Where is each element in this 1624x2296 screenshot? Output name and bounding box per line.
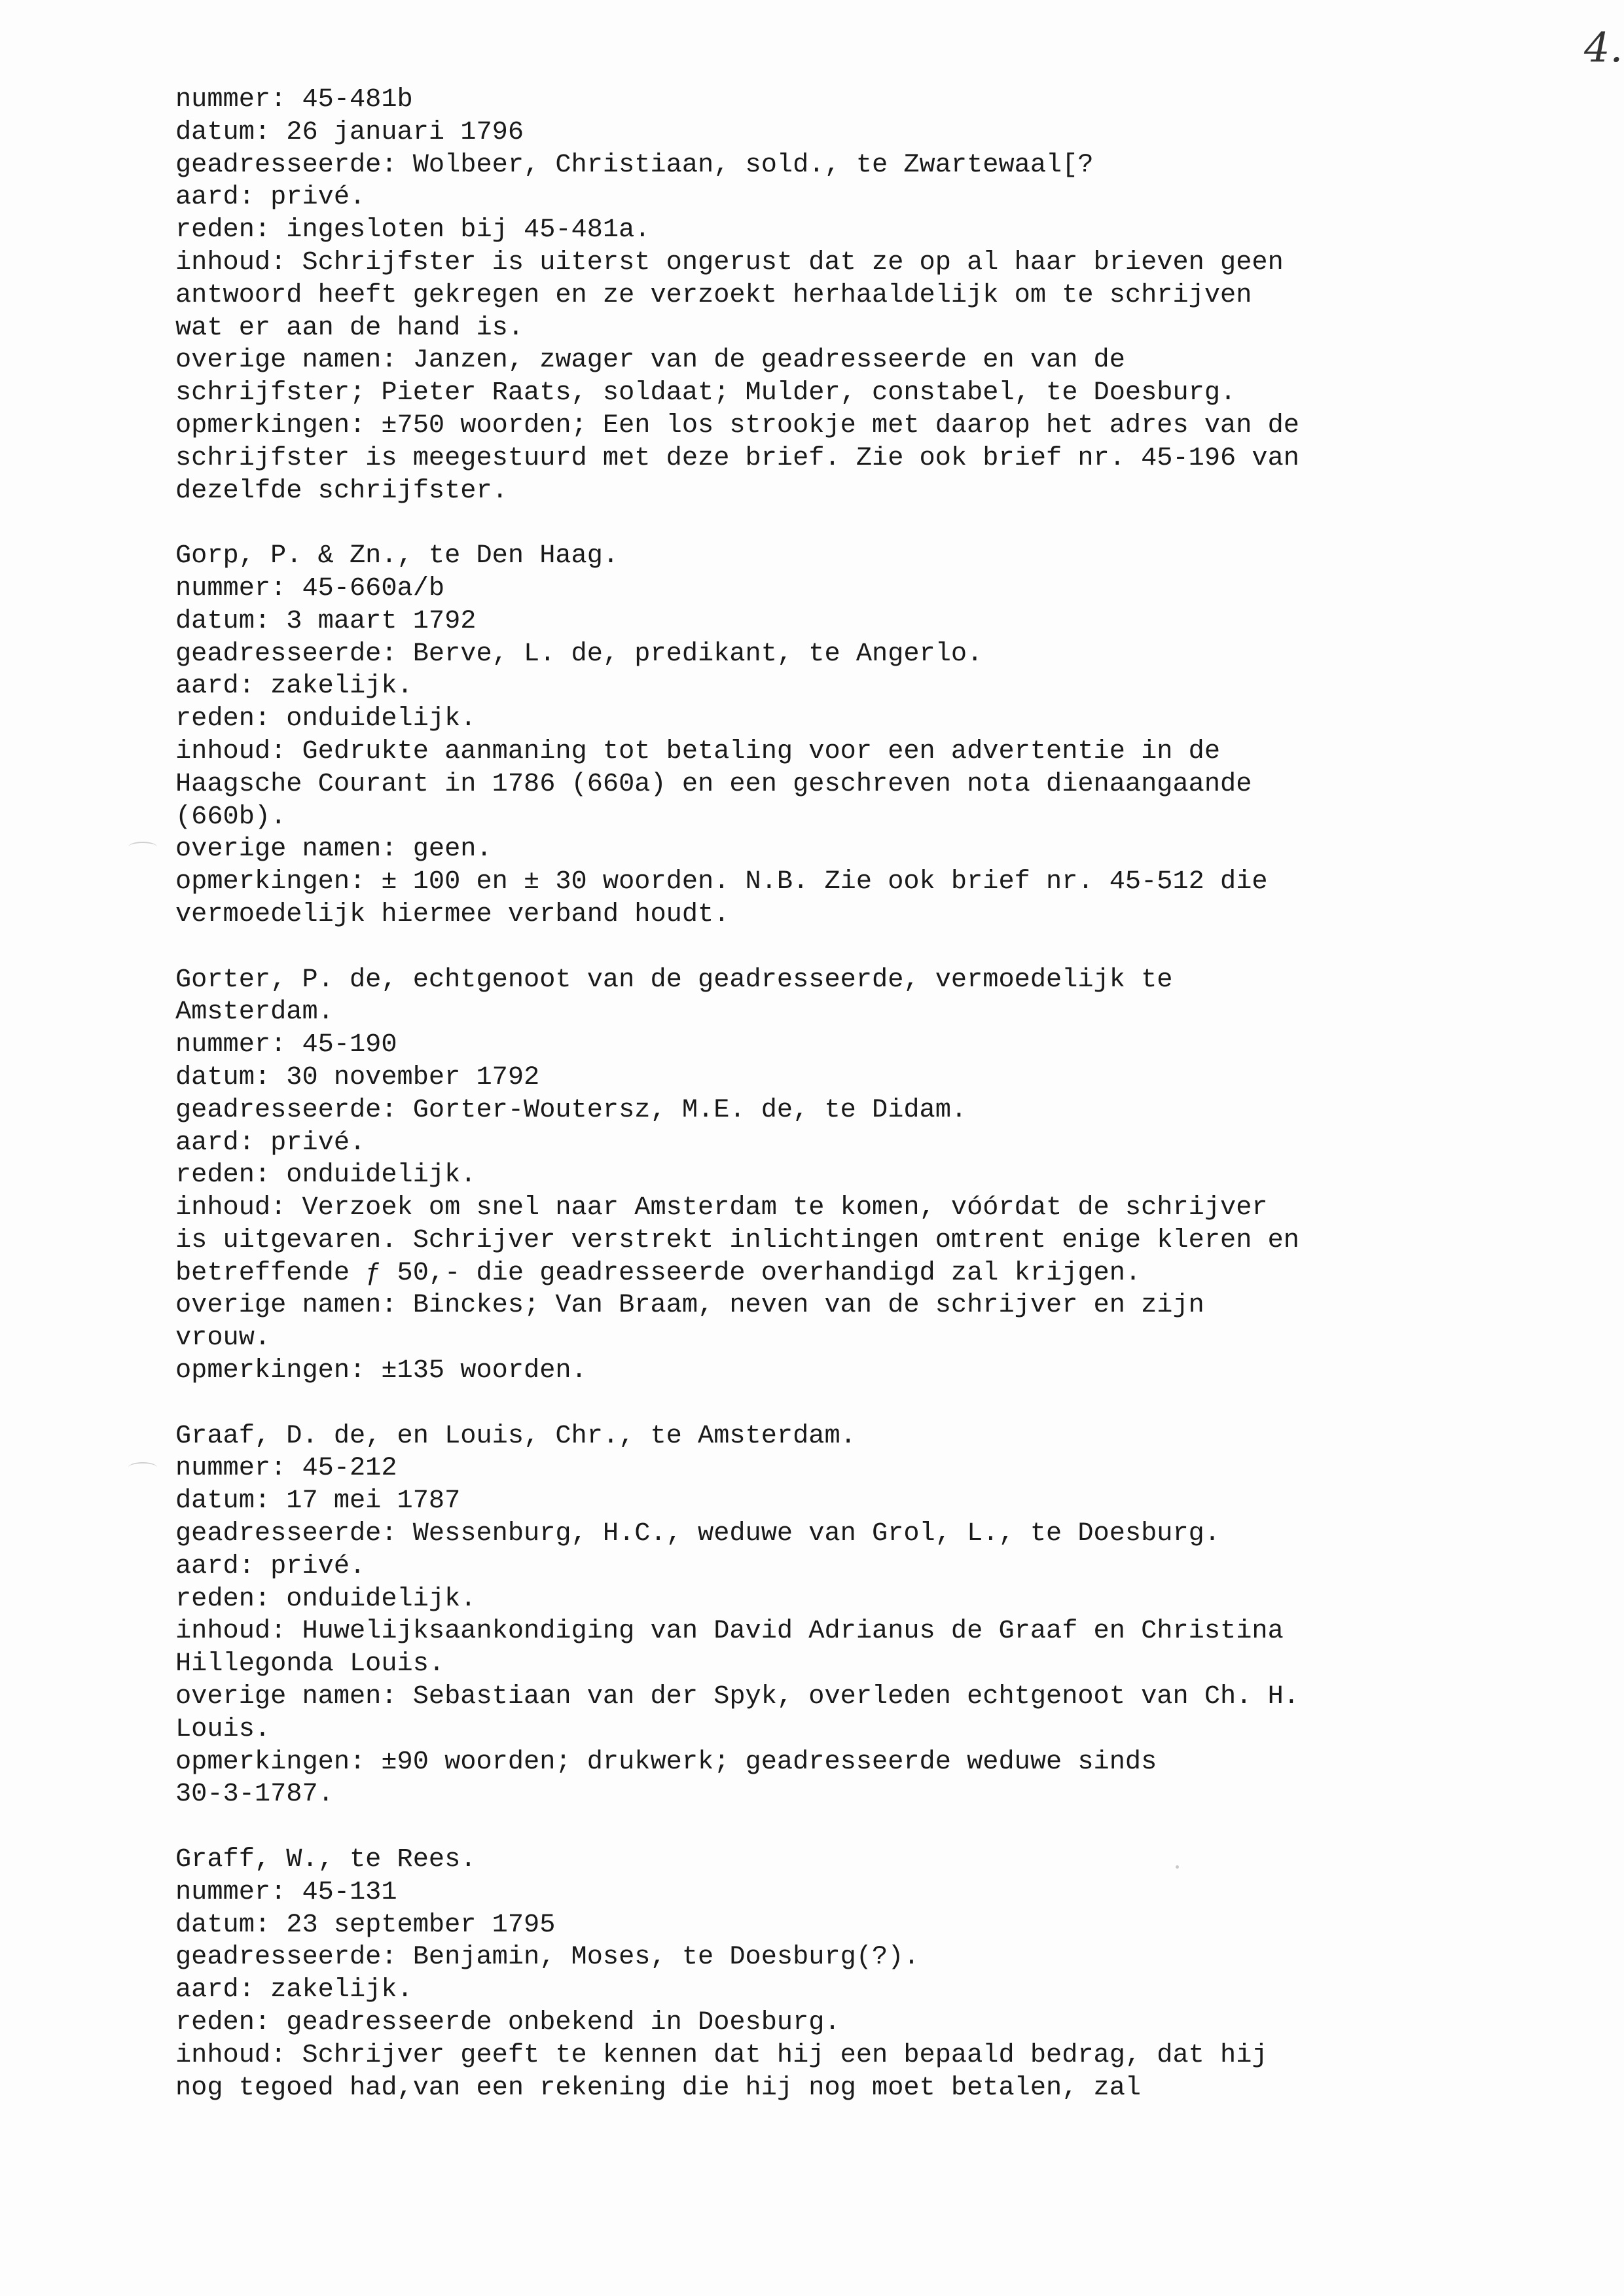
entry-line: geadresseerde: Gorter-Woutersz, M.E. de, te Didam. (175, 1094, 967, 1125)
entry-line: datum: 26 januari 1796 (175, 117, 524, 147)
entry-line: nummer: 45-660a/b (175, 573, 445, 603)
entry-line: geadresseerde: Benjamin, Moses, te Doesburg(?). (175, 1942, 920, 1973)
entry-line: betreffende ƒ 50,- die geadresseerde overhandigd zal krijgen. (175, 1257, 1142, 1288)
entry-line: opmerkingen: ±90 woorden; drukwerk; geadresseerde weduwe sinds (175, 1746, 1157, 1777)
entry-heading: Graff, W., te Rees. (175, 1844, 477, 1875)
entry-line: inhoud: Gedrukte aanmaning tot betaling voor een advertentie in de (175, 736, 1221, 766)
entry-line: datum: 30 november 1792 (175, 1062, 540, 1092)
entry-line: nummer: 45-481b (175, 84, 413, 115)
entry-line: inhoud: Schrijfster is uiterst ongerust dat ze op al haar brieven geen (175, 247, 1284, 278)
entry-line: geadresseerde: Berve, L. de, predikant, te Angerlo. (175, 638, 983, 669)
entry-line: nummer: 45-212 (175, 1453, 397, 1484)
entry-line: wat er aan de hand is. (175, 312, 524, 343)
page-number: 4. (1584, 24, 1623, 71)
entry-line: vermoedelijk hiermee verband houdt. (175, 899, 730, 929)
entry-line: overige namen: Janzen, zwager van de geadresseerde en van de (175, 345, 1125, 376)
entry-line: reden: geadresseerde onbekend in Doesburg. (175, 2007, 840, 2038)
entry-line: vrouw. (175, 1323, 271, 1354)
entry-line: datum: 17 mei 1787 (175, 1486, 461, 1516)
entry-line: overige namen: Sebastiaan van der Spyk, overleden echtgenoot van Ch. H. (175, 1681, 1299, 1712)
entry-heading: Graaf, D. de, en Louis, Chr., te Amsterdam. (175, 1420, 856, 1451)
entry-line: datum: 23 september 1795 (175, 1909, 556, 1940)
entry-line: 30-3-1787. (175, 1779, 334, 1810)
entry-line: geadresseerde: Wessenburg, H.C., weduwe van Grol, L., te Doesburg. (175, 1518, 1221, 1549)
register-entry (175, 1844, 1576, 2104)
entry-line: (660b). (175, 801, 287, 832)
entry-line: aard: zakelijk. (175, 1975, 413, 2005)
entry-line: antwoord heeft gekregen en ze verzoekt herhaaldelijk om te schrijven (175, 279, 1252, 310)
entry-line: datum: 3 maart 1792 (175, 605, 477, 636)
entry-line: Hillegonda Louis. (175, 1649, 445, 1679)
entry-line: opmerkingen: ± 100 en ± 30 woorden. N.B. Zie ook brief nr. 45-512 die (175, 867, 1268, 897)
entry-line: nummer: 45-190 (175, 1030, 397, 1060)
entry-line: reden: ingesloten bij 45-481a. (175, 215, 651, 245)
entry-line: aard: privé. (175, 182, 366, 213)
entry-line: Haagsche Courant in 1786 (660a) en een geschreven nota dienaangaande (175, 768, 1252, 799)
entry-line: schrijfster; Pieter Raats, soldaat; Mulder, constabel, te Doesburg. (175, 378, 1236, 408)
letter-register (175, 84, 1576, 2137)
entry-line: inhoud: Huwelijksaankondiging van David Adrianus de Graaf en Christina (175, 1616, 1284, 1647)
entry-line: reden: onduidelijk. (175, 1160, 477, 1191)
entry-line: reden: onduidelijk. (175, 1583, 477, 1614)
entry-line: inhoud: Schrijver geeft te kennen dat hij een bepaald bedrag, dat hij (175, 2039, 1268, 2070)
entry-line: aard: privé. (175, 1551, 366, 1581)
register-entry (175, 1420, 1576, 1812)
punch-hole-mark (128, 842, 157, 852)
entry-line: schrijfster is meegestuurd met deze brief. Zie ook brief nr. 45-196 van (175, 442, 1299, 473)
entry-line: overige namen: Binckes; Van Braam, neven van de schrijver en zijn (175, 1290, 1204, 1321)
register-entry (175, 84, 1576, 507)
entry-line: nummer: 45-131 (175, 1876, 397, 1907)
entry-line: geadresseerde: Wolbeer, Christiaan, sold., te Zwartewaal[? (175, 149, 1094, 180)
entry-line: opmerkingen: ±135 woorden. (175, 1355, 587, 1386)
entry-heading: Gorter, P. de, echtgenoot van de geadresseerde, vermoedelijk te (175, 964, 1173, 995)
entry-heading: Amsterdam. (175, 997, 334, 1028)
entry-line: dezelfde schrijfster. (175, 475, 508, 506)
entry-line: Louis. (175, 1713, 271, 1744)
entry-line: aard: privé. (175, 1127, 366, 1158)
entry-line: opmerkingen: ±750 woorden; Een los strookje met daarop het adres van de (175, 410, 1299, 440)
entry-line: inhoud: Verzoek om snel naar Amsterdam te komen, vóórdat de schrijver (175, 1193, 1268, 1223)
entry-line: nog tegoed had,van een rekening die hij nog moet betalen, zal (175, 2072, 1142, 2103)
entry-line: is uitgevaren. Schrijver verstrekt inlichtingen omtrent enige kleren en (175, 1225, 1299, 1255)
entry-line: overige namen: geen. (175, 834, 492, 865)
punch-hole-mark (128, 1462, 157, 1473)
register-entry (175, 540, 1576, 931)
entry-heading: Gorp, P. & Zn., te Den Haag. (175, 541, 619, 571)
entry-line: aard: zakelijk. (175, 671, 413, 702)
register-entry (175, 964, 1576, 1388)
entry-line: reden: onduidelijk. (175, 704, 477, 734)
